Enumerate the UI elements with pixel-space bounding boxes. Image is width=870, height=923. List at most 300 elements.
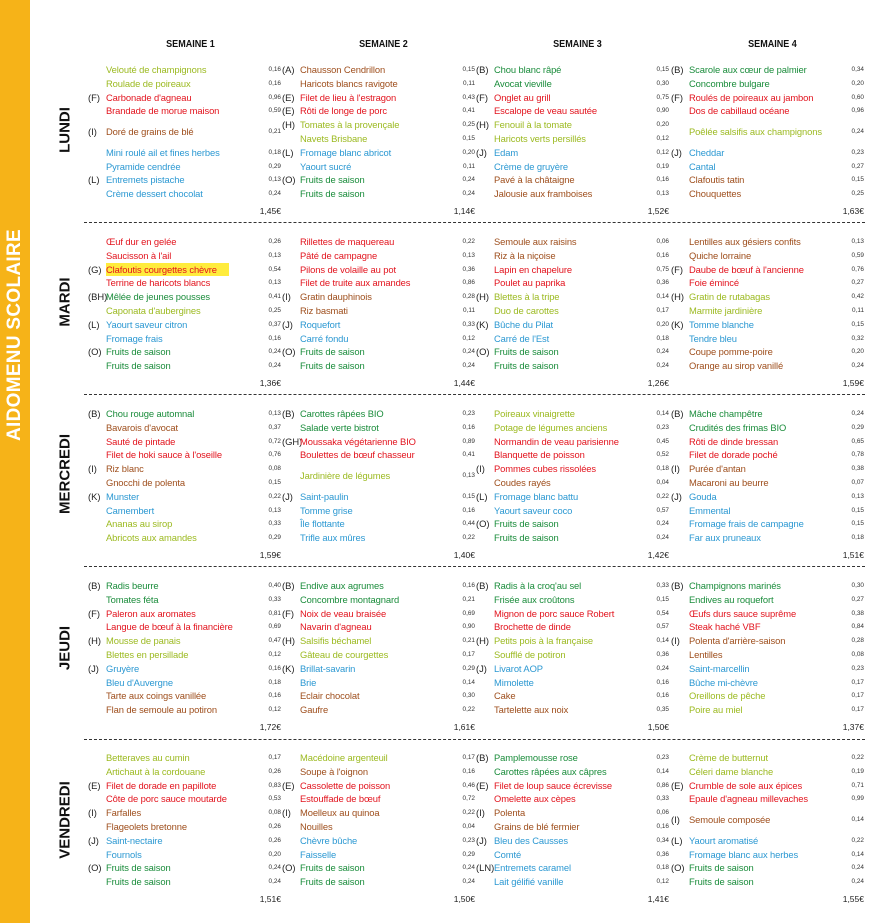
allergen-code: (I) <box>671 463 680 475</box>
dish-price: 0,08 <box>268 809 281 817</box>
dish-name: Chou blanc râpé <box>494 64 562 75</box>
dish-name: Camembert <box>106 504 155 516</box>
dish-name: Entremets pistache <box>106 174 185 186</box>
menu-item <box>280 607 475 621</box>
week-column-2 <box>280 63 475 216</box>
dish-name: Far aux pruneaux <box>689 532 761 544</box>
dish-price: 0,29 <box>851 423 864 431</box>
dish-name: Paleron aux aromates <box>106 607 196 619</box>
menu-item <box>669 848 864 862</box>
menu-item <box>86 779 281 793</box>
allergen-code: (J) <box>282 318 293 330</box>
dish-name: Fruits de saison <box>494 532 559 544</box>
dish-name: Dos de cabillaud océane <box>689 105 790 117</box>
menu-item <box>669 63 864 77</box>
dish-name: Fromage blanc abricot <box>300 146 392 158</box>
dish-price: 0,12 <box>462 334 475 342</box>
allergen-code: (GH) <box>282 435 303 447</box>
menu-item <box>280 359 475 373</box>
day-label-lundi <box>56 107 74 153</box>
week-total: 1,72€ <box>259 722 281 732</box>
dish-name: Gnocchi de polenta <box>106 476 185 488</box>
dish-name: Saint-paulin <box>300 490 349 502</box>
allergen-code: (I) <box>282 807 291 819</box>
allergen-code: (L) <box>671 834 683 846</box>
dish-price: 0,33 <box>462 320 475 328</box>
dish-name: Livarot AOP <box>494 662 543 674</box>
dish-name: Pamplemousse rose <box>494 752 578 763</box>
dish-price: 0,24 <box>462 864 475 872</box>
allergen-code: (H) <box>476 635 490 647</box>
menu-item <box>280 517 475 531</box>
week-total: 1,59€ <box>259 550 281 560</box>
week-column-2 <box>280 235 475 388</box>
dish-price: 0,24 <box>462 176 475 184</box>
menu-item <box>86 751 281 765</box>
menu-item <box>86 703 281 717</box>
menu-item <box>669 689 864 703</box>
week-total: 1,40€ <box>453 550 475 560</box>
dish-name: Fromage frais <box>106 332 163 344</box>
dish-price: 0,18 <box>268 148 281 156</box>
menu-item <box>474 160 669 174</box>
dish-name: Comté <box>494 848 522 860</box>
week-total: 1,26€ <box>647 378 669 388</box>
dish-name: Blanquette de poisson <box>494 449 585 461</box>
dish-price: 0,33 <box>268 520 281 528</box>
dish-price: 0,44 <box>462 520 475 528</box>
menu-item <box>86 593 281 607</box>
menu-item <box>669 407 864 421</box>
allergen-code: (H) <box>282 119 296 131</box>
dish-name: Poire au miel <box>689 704 743 716</box>
menu-item <box>669 290 864 304</box>
day-label-text: MARDI <box>56 277 74 327</box>
menu-item <box>280 689 475 703</box>
dish-name: Escalope de veau sautée <box>494 105 597 117</box>
dish-price: 0,78 <box>851 451 864 459</box>
menu-item <box>280 91 475 105</box>
menu-item <box>474 104 669 118</box>
dish-price: 0,18 <box>268 678 281 686</box>
menu-item <box>669 359 864 373</box>
menu-item <box>86 421 281 435</box>
menu-item <box>474 476 669 490</box>
menu-item <box>280 448 475 462</box>
menu-item <box>669 146 864 160</box>
dish-price: 0,19 <box>656 162 669 170</box>
dish-name: Moussaka végétarienne BIO <box>300 435 416 447</box>
dish-price: 0,72 <box>462 795 475 803</box>
dish-name: Boulettes de bœuf chasseur <box>300 449 415 461</box>
dish-price: 0,18 <box>656 465 669 473</box>
menu-item <box>474 703 669 717</box>
dish-name: Entremets caramel <box>494 862 571 874</box>
menu-item <box>669 249 864 263</box>
dish-price: 0,17 <box>656 306 669 314</box>
menu-item <box>86 848 281 862</box>
dish-name: Fruits de saison <box>106 876 171 888</box>
dish-name: Normandin de veau parisienne <box>494 435 619 447</box>
menu-item <box>669 517 864 531</box>
week-total: 1,44€ <box>453 378 475 388</box>
menu-item <box>474 77 669 91</box>
dish-name: Roulés de poireaux au jambon <box>689 91 814 103</box>
allergen-code: (I) <box>88 807 97 819</box>
dish-name: Bûche du Pilat <box>494 318 554 330</box>
dish-price: 0,22 <box>851 836 864 844</box>
dish-name: Salsifis béchamel <box>300 635 372 647</box>
dish-name: Filet de loup sauce écrevisse <box>494 779 612 791</box>
dish-price: 0,75 <box>656 93 669 101</box>
dish-price: 0,81 <box>268 609 281 617</box>
menu-item <box>280 304 475 318</box>
dish-name: Carré de l'Est <box>494 332 550 344</box>
dish-name: Bûche mi-chèvre <box>689 676 758 688</box>
dish-name: Endive aux agrumes <box>300 580 384 591</box>
dish-name: Faisselle <box>300 848 337 860</box>
menu-item <box>474 276 669 290</box>
dish-name: Soupe à l'oignon <box>300 765 368 777</box>
dish-price: 0,52 <box>656 451 669 459</box>
dish-price: 0,16 <box>656 822 669 830</box>
dish-price: 0,16 <box>462 582 475 589</box>
menu-item <box>669 634 864 648</box>
dish-name: Fromage blanc battu <box>494 490 579 502</box>
dish-price: 0,13 <box>268 176 281 184</box>
menu-item <box>86 173 281 187</box>
allergen-code: (J) <box>476 834 487 846</box>
dish-name: Fruits de saison <box>689 862 754 874</box>
dish-name: Daube de bœuf à l'ancienne <box>689 263 804 275</box>
dish-name: Betteraves au cumin <box>106 752 190 763</box>
allergen-code: (B) <box>671 408 684 419</box>
menu-item <box>280 848 475 862</box>
dish-price: 0,24 <box>656 348 669 356</box>
dish-name: Œuf dur en gelée <box>106 236 177 247</box>
week-total: 1,36€ <box>259 378 281 388</box>
dish-name: Haricots blancs ravigote <box>300 77 398 89</box>
menu-item <box>669 421 864 435</box>
dish-name: Artichaut à la cordouane <box>106 765 206 777</box>
dish-name: Fournols <box>106 848 142 860</box>
dish-name: Pâté de campagne <box>300 249 378 261</box>
menu-item <box>86 77 281 91</box>
menu-item <box>280 751 475 765</box>
week-column-3 <box>474 579 669 732</box>
week-column-3 <box>474 751 669 904</box>
dish-price: 0,16 <box>462 767 475 775</box>
dish-price: 0,08 <box>851 650 864 658</box>
dish-price: 0,17 <box>851 706 864 714</box>
menu-item <box>474 290 669 304</box>
allergen-code: (O) <box>282 862 296 874</box>
week-total: 1,37€ <box>842 722 864 732</box>
dish-price: 0,12 <box>268 706 281 714</box>
dish-price: 0,11 <box>463 306 475 314</box>
allergen-code: (F) <box>476 91 488 103</box>
menu-item <box>280 290 475 304</box>
dish-price: 0,59 <box>268 107 281 115</box>
menu-item <box>669 806 864 834</box>
dish-price: 0,33 <box>656 795 669 803</box>
menu-item <box>669 607 864 621</box>
dish-price: 0,22 <box>656 492 669 500</box>
dish-price: 0,12 <box>656 148 669 156</box>
dish-name: Jardinière de légumes <box>300 470 391 482</box>
dish-name: Champignons marinés <box>689 580 781 591</box>
dish-name: Macaroni au beurre <box>689 476 769 488</box>
menu-item <box>280 676 475 690</box>
dish-price: 0,17 <box>268 754 281 761</box>
menu-item <box>280 806 475 820</box>
dish-price: 0,69 <box>462 609 475 617</box>
allergen-code: (I) <box>88 463 97 475</box>
menu-item <box>669 173 864 187</box>
dish-name: Coupe pomme-poire <box>689 346 773 358</box>
week-column-4 <box>669 751 864 904</box>
week-header-1: SEMAINE 1 <box>166 38 215 50</box>
menu-item <box>86 63 281 77</box>
menu-item <box>86 517 281 531</box>
menu-item <box>474 263 669 277</box>
allergen-code: (H) <box>476 119 490 131</box>
menu-item <box>280 77 475 91</box>
menu-item <box>86 490 281 504</box>
dish-name: Côte de porc sauce moutarde <box>106 793 227 805</box>
menu-item <box>86 160 281 174</box>
dish-price: 0,16 <box>656 251 669 259</box>
dish-name: Salade verte bistrot <box>300 421 379 433</box>
dish-name: Ananas au sirop <box>106 518 173 530</box>
dish-name: Potage de légumes anciens <box>494 421 608 433</box>
dish-price: 0,21 <box>462 637 475 645</box>
menu-item <box>474 579 669 593</box>
week-total: 1,50€ <box>453 894 475 904</box>
dish-price: 0,25 <box>268 306 281 314</box>
menu-item <box>474 662 669 676</box>
dish-price: 0,14 <box>656 293 669 301</box>
allergen-code: (B) <box>282 580 295 591</box>
dish-price: 0,86 <box>656 781 669 789</box>
day-label-jeudi <box>56 625 74 671</box>
dish-price: 0,15 <box>462 134 475 142</box>
menu-item <box>474 332 669 346</box>
allergen-code: (L) <box>88 174 100 186</box>
menu-item <box>280 276 475 290</box>
dish-name: Lapin en chapelure <box>494 263 572 275</box>
dish-name: Poireaux vinaigrette <box>494 408 575 419</box>
dish-name: Navarin d'agneau <box>300 621 372 633</box>
dish-price: 0,16 <box>656 692 669 700</box>
dish-price: 0,45 <box>656 437 669 445</box>
week-column-3 <box>474 407 669 560</box>
menu-item <box>474 407 669 421</box>
dish-price: 0,99 <box>851 795 864 803</box>
dish-price: 0,13 <box>851 492 864 500</box>
menu-item <box>86 345 281 359</box>
menu-item <box>280 318 475 332</box>
dish-price: 0,12 <box>656 134 669 142</box>
dish-price: 0,26 <box>268 238 281 245</box>
menu-item <box>669 318 864 332</box>
dish-name: Brandade de morue maison <box>106 105 220 117</box>
dish-name: Bleu des Causses <box>494 834 568 846</box>
dish-name: Crumble de sole aux épices <box>689 779 803 791</box>
dish-price: 0,53 <box>268 795 281 803</box>
menu-item <box>280 620 475 634</box>
allergen-code: (I) <box>476 463 485 475</box>
menu-item <box>474 504 669 518</box>
menu-item <box>86 820 281 834</box>
dish-name: Filet de hoki sauce à l'oseille <box>106 449 222 461</box>
menu-item <box>669 104 864 118</box>
menu-item <box>280 779 475 793</box>
menu-item <box>474 676 669 690</box>
dish-price: 0,24 <box>851 128 864 136</box>
menu-item <box>280 235 475 249</box>
dish-name: Pyramide cendrée <box>106 160 181 172</box>
dish-name: Concombre bulgare <box>689 77 770 89</box>
dish-price: 0,07 <box>851 478 864 486</box>
dish-price: 0,41 <box>462 107 475 115</box>
allergen-code: (J) <box>476 146 487 158</box>
menu-item <box>86 792 281 806</box>
menu-item <box>669 345 864 359</box>
dish-price: 0,38 <box>851 465 864 473</box>
dish-price: 0,16 <box>656 678 669 686</box>
dish-price: 0,15 <box>268 478 281 486</box>
dish-name: Brie <box>300 676 317 688</box>
menu-item <box>280 820 475 834</box>
menu-item <box>86 806 281 820</box>
dish-name: Orange au sirop vanillé <box>689 360 784 372</box>
menu-item <box>669 235 864 249</box>
menu-item <box>474 249 669 263</box>
menu-item <box>669 476 864 490</box>
dish-price: 0,24 <box>851 362 864 370</box>
dish-name: Marmite jardinière <box>689 304 763 316</box>
menu-item <box>669 648 864 662</box>
menu-item <box>86 263 281 277</box>
dish-name: Pommes cubes rissolées <box>494 463 597 475</box>
menu-item <box>86 676 281 690</box>
dish-name: Gratin de rutabagas <box>689 291 770 303</box>
menu-item <box>86 235 281 249</box>
menu-item <box>669 91 864 105</box>
dish-price: 0,15 <box>462 492 475 500</box>
dish-price: 0,33 <box>656 582 669 589</box>
week-column-4 <box>669 407 864 560</box>
dish-price: 0,15 <box>851 506 864 514</box>
dish-name: Saucisson à l'ail <box>106 249 172 261</box>
dish-name: Purée d'antan <box>689 463 746 475</box>
dish-name: Tendre bleu <box>689 332 737 344</box>
dish-name: Fruits de saison <box>106 360 171 372</box>
dish-price: 0,76 <box>851 265 864 273</box>
dish-price: 0,19 <box>851 767 864 775</box>
menu-item <box>86 607 281 621</box>
dish-price: 0,15 <box>656 595 669 603</box>
dish-price: 0,24 <box>268 878 281 886</box>
dish-price: 0,41 <box>462 451 475 459</box>
dish-name: Fenouil à la tomate <box>494 119 572 131</box>
dish-price: 0,24 <box>268 190 281 198</box>
week-header-2: SEMAINE 2 <box>359 38 408 50</box>
menu-item <box>86 118 281 146</box>
menu-item <box>86 318 281 332</box>
menu-item <box>280 132 475 146</box>
allergen-code: (H) <box>671 291 685 303</box>
dish-name: Chou rouge automnal <box>106 408 195 419</box>
menu-item <box>280 875 475 889</box>
dish-price: 0,96 <box>268 93 281 101</box>
allergen-code: (I) <box>476 807 485 819</box>
dish-price: 0,17 <box>851 692 864 700</box>
dish-price: 0,60 <box>851 93 864 101</box>
dish-price: 0,33 <box>268 595 281 603</box>
menu-item <box>669 332 864 346</box>
dish-price: 0,24 <box>851 878 864 886</box>
menu-item <box>86 448 281 462</box>
menu-item <box>280 249 475 263</box>
allergen-code: (F) <box>671 91 683 103</box>
dish-name: Quiche lorraine <box>689 249 752 261</box>
menu-item <box>86 462 281 476</box>
dish-name: Sauté de pintade <box>106 435 176 447</box>
dish-price: 0,22 <box>462 809 475 817</box>
dish-price: 0,75 <box>656 265 669 273</box>
dish-price: 0,54 <box>268 265 281 273</box>
dish-name: Macédoine argenteuil <box>300 752 388 763</box>
menu-item <box>474 806 669 820</box>
menu-item <box>474 593 669 607</box>
menu-item <box>280 634 475 648</box>
menu-item <box>86 834 281 848</box>
dish-name: Chouquettes <box>689 188 742 200</box>
menu-item <box>280 146 475 160</box>
menu-item <box>474 779 669 793</box>
dish-name: Mini roulé ail et fines herbes <box>106 146 220 158</box>
dish-name: Terrine de haricots blancs <box>106 277 211 289</box>
dish-name: Crudités des frimas BIO <box>689 421 787 433</box>
dish-price: 0,26 <box>268 836 281 844</box>
dish-price: 0,15 <box>851 176 864 184</box>
menu-item <box>280 263 475 277</box>
menu-item <box>280 421 475 435</box>
allergen-code: (O) <box>88 862 102 874</box>
dish-price: 0,43 <box>462 93 475 101</box>
dish-name: Gouda <box>689 490 717 502</box>
week-column-4 <box>669 235 864 388</box>
dish-name: Tomme grise <box>300 504 353 516</box>
day-separator <box>84 394 865 395</box>
allergen-code: (I) <box>671 635 680 647</box>
dish-price: 0,20 <box>851 79 864 87</box>
dish-price: 0,13 <box>268 251 281 259</box>
menu-item <box>86 104 281 118</box>
dish-price: 0,40 <box>268 582 281 589</box>
allergen-code: (B) <box>671 64 684 75</box>
dish-price: 0,06 <box>656 238 669 245</box>
menu-item <box>474 421 669 435</box>
dish-name: Blettes à la tripe <box>494 291 560 303</box>
allergen-code: (E) <box>282 91 295 103</box>
dish-price: 0,90 <box>462 623 475 631</box>
menu-item <box>669 531 864 545</box>
dish-price: 0,14 <box>851 816 864 824</box>
menu-item <box>669 779 864 793</box>
